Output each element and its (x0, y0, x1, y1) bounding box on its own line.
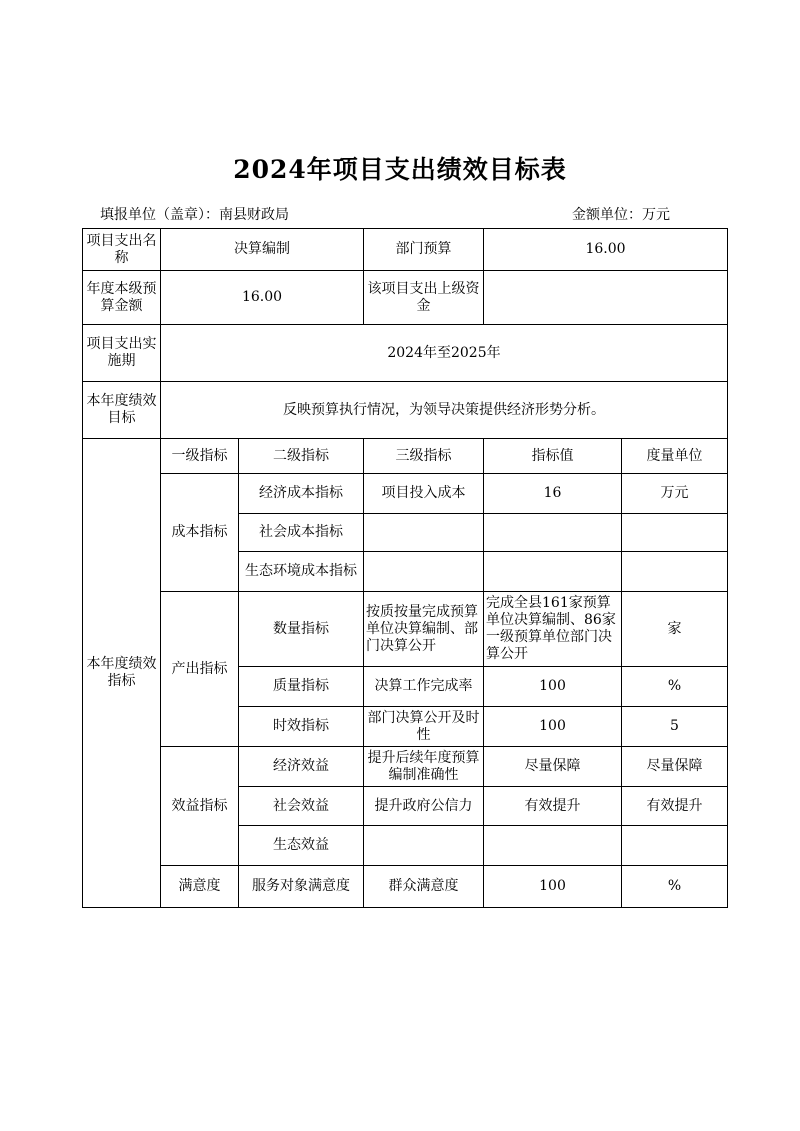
cost-row-unit: 万元 (622, 474, 728, 514)
period-label: 项目支出实施期 (83, 325, 161, 382)
output-row-value: 100 (484, 667, 622, 707)
header-value: 指标值 (484, 439, 622, 474)
cost-row-l2: 经济成本指标 (239, 474, 364, 514)
cost-row-l3 (364, 514, 484, 552)
project-name-value: 决算编制 (161, 229, 364, 271)
amount-unit: 金额单位：万元 (572, 207, 670, 223)
satisfaction-row-l3: 群众满意度 (364, 866, 484, 908)
cost-row-l2: 生态环境成本指标 (239, 552, 364, 592)
output-row-l3: 按质按量完成预算单位决算编制、部门决算公开 (364, 592, 484, 667)
cost-row-value (484, 552, 622, 592)
cost-row-l2: 社会成本指标 (239, 514, 364, 552)
output-row-l2: 质量指标 (239, 667, 364, 707)
output-row-l2: 数量指标 (239, 592, 364, 667)
benefit-indicator-label: 效益指标 (161, 747, 239, 866)
header-unit: 度量单位 (622, 439, 728, 474)
output-row-l3: 决算工作完成率 (364, 667, 484, 707)
superior-fund-value (484, 271, 728, 325)
benefit-row-l3: 提升后续年度预算编制准确性 (364, 747, 484, 787)
benefit-row-value (484, 826, 622, 866)
benefit-row-l3: 提升政府公信力 (364, 787, 484, 826)
cost-row-l3: 项目投入成本 (364, 474, 484, 514)
satisfaction-row-unit: % (622, 866, 728, 908)
output-row-l3: 部门决算公开及时性 (364, 707, 484, 747)
output-row-l2: 时效指标 (239, 707, 364, 747)
benefit-row-l2: 生态效益 (239, 826, 364, 866)
superior-fund-label: 该项目支出上级资金 (364, 271, 484, 325)
header-level3: 三级指标 (364, 439, 484, 474)
output-row-value: 100 (484, 707, 622, 747)
benefit-row-unit: 有效提升 (622, 787, 728, 826)
cost-indicator-label: 成本指标 (161, 474, 239, 592)
annual-budget-label: 年度本级预算金额 (83, 271, 161, 325)
dept-budget-label: 部门预算 (364, 229, 484, 271)
performance-table (82, 228, 728, 908)
annual-budget-value: 16.00 (161, 271, 364, 325)
cost-row-l3 (364, 552, 484, 592)
benefit-row-unit (622, 826, 728, 866)
satisfaction-indicator-label: 满意度 (161, 866, 239, 908)
benefit-row-l2: 经济效益 (239, 747, 364, 787)
output-row-unit: 5 (622, 707, 728, 747)
benefit-row-value: 有效提升 (484, 787, 622, 826)
dept-budget-value: 16.00 (484, 229, 728, 271)
reporting-unit: 填报单位（盖章）：南县财政局 (100, 207, 289, 223)
output-indicator-label: 产出指标 (161, 592, 239, 747)
cost-row-value: 16 (484, 474, 622, 514)
benefit-row-l2: 社会效益 (239, 787, 364, 826)
header-level1: 一级指标 (161, 439, 239, 474)
satisfaction-row-value: 100 (484, 866, 622, 908)
goal-label: 本年度绩效目标 (83, 382, 161, 439)
benefit-row-l3 (364, 826, 484, 866)
output-row-unit: 家 (622, 592, 728, 667)
output-row-unit: % (622, 667, 728, 707)
period-value: 2024年至2025年 (161, 325, 728, 382)
page-title: 2024年项目支出绩效目标表 (233, 155, 567, 184)
cost-row-value (484, 514, 622, 552)
project-name-label: 项目支出名称 (83, 229, 161, 271)
goal-value: 反映预算执行情况，为领导决策提供经济形势分析。 (161, 382, 728, 439)
benefit-row-value: 尽量保障 (484, 747, 622, 787)
cost-row-unit (622, 514, 728, 552)
output-row-value: 完成全县161家预算单位决算编制、86家一级预算单位部门决算公开 (484, 592, 622, 667)
satisfaction-row-l2: 服务对象满意度 (239, 866, 364, 908)
indicator-section-label: 本年度绩效指标 (83, 439, 161, 908)
cost-row-unit (622, 552, 728, 592)
header-level2: 二级指标 (239, 439, 364, 474)
benefit-row-unit: 尽量保障 (622, 747, 728, 787)
